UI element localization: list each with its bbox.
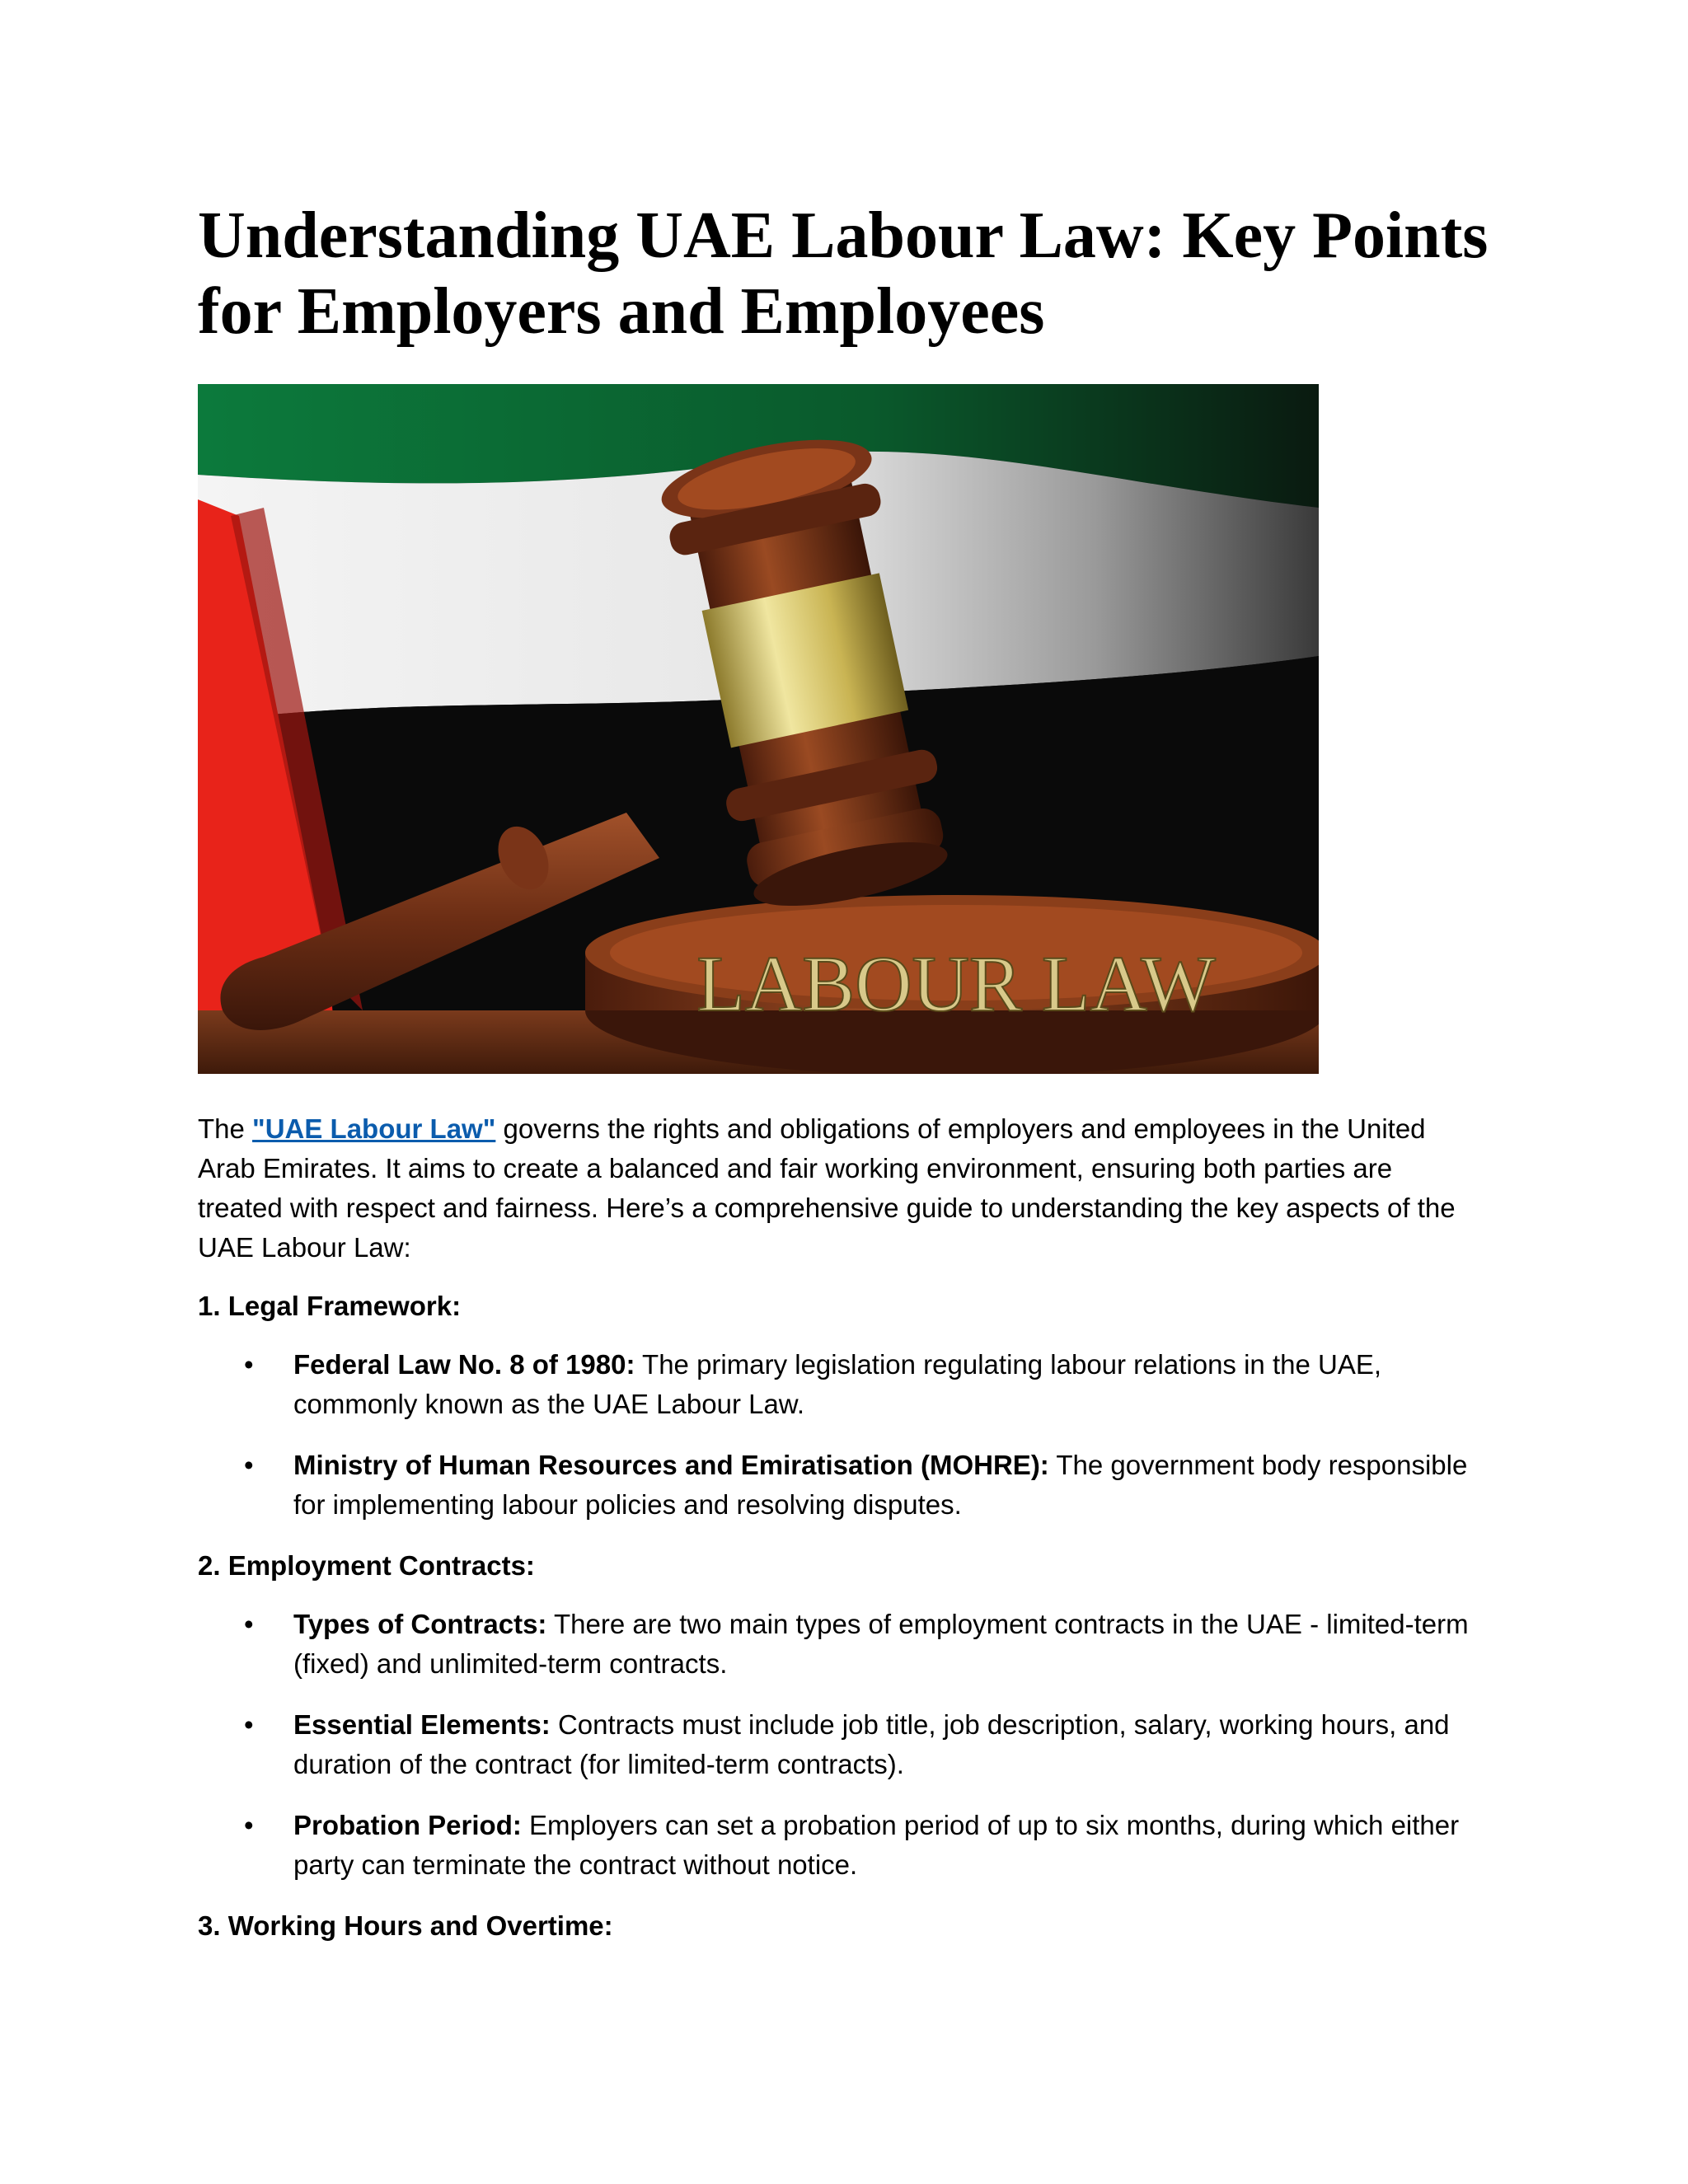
article-body bbox=[198, 1109, 1484, 1965]
gavel-flag-illustration bbox=[198, 384, 1319, 1074]
item-text: There are two main types of employment contracts in the UAE - limited-term (fixed) and unlimited-term contracts. bbox=[293, 1609, 1469, 1679]
bullet-icon: • bbox=[244, 1349, 254, 1380]
employment-contracts-list bbox=[198, 1605, 1484, 1885]
legal-framework-list bbox=[198, 1345, 1484, 1525]
item-text: The government body responsible for implementing labour policies and resolving disputes. bbox=[293, 1450, 1468, 1520]
page-title: Understanding UAE Labour Law: Key Points for Employers and Employees bbox=[198, 199, 1489, 348]
item-text: Employers can set a probation period of up to six months, during which either party can terminate the contract without notice. bbox=[293, 1810, 1460, 1880]
item-label: Probation Period: bbox=[293, 1810, 522, 1840]
intro-text-before: The bbox=[198, 1113, 253, 1144]
list-item bbox=[198, 1345, 1484, 1424]
intro-text-after: governs the rights and obligations of employers and employees in the United Arab Emirates. It aims to create a balanced and fair working environment, ensuring both parties are treated with respect and fairness. Here’s a comprehensive guide to understanding the key aspects of the UAE Labour Law: bbox=[198, 1113, 1456, 1263]
uae-labour-law-link[interactable]: "UAE Labour Law" bbox=[252, 1113, 496, 1144]
list-item bbox=[198, 1605, 1484, 1684]
list-item bbox=[198, 1806, 1484, 1885]
section-heading-working-hours: 3. Working Hours and Overtime: bbox=[198, 1910, 613, 1941]
sound-block-label: LABOUR LAW bbox=[696, 940, 1216, 1028]
item-text: Contracts must include job title, job description, salary, working hours, and duration of the contract (for limited-term contracts). bbox=[293, 1709, 1450, 1779]
bullet-icon: • bbox=[244, 1609, 254, 1639]
intro-paragraph bbox=[198, 1109, 1484, 1268]
item-label: Essential Elements: bbox=[293, 1709, 551, 1740]
bullet-icon: • bbox=[244, 1810, 254, 1840]
item-label: Federal Law No. 8 of 1980: bbox=[293, 1349, 635, 1380]
bullet-icon: • bbox=[244, 1709, 254, 1740]
item-label: Ministry of Human Resources and Emiratisation (MOHRE): bbox=[293, 1450, 1049, 1480]
item-label: Types of Contracts: bbox=[293, 1609, 547, 1639]
hero-image bbox=[198, 384, 1319, 1074]
item-text: The primary legislation regulating labour relations in the UAE, commonly known as the UAE Labour Law. bbox=[293, 1349, 1382, 1419]
section-heading-employment-contracts: 2. Employment Contracts: bbox=[198, 1550, 535, 1581]
list-item bbox=[198, 1446, 1484, 1525]
bullet-icon: • bbox=[244, 1450, 254, 1480]
list-item bbox=[198, 1705, 1484, 1784]
section-heading-legal-framework: 1. Legal Framework: bbox=[198, 1291, 462, 1321]
